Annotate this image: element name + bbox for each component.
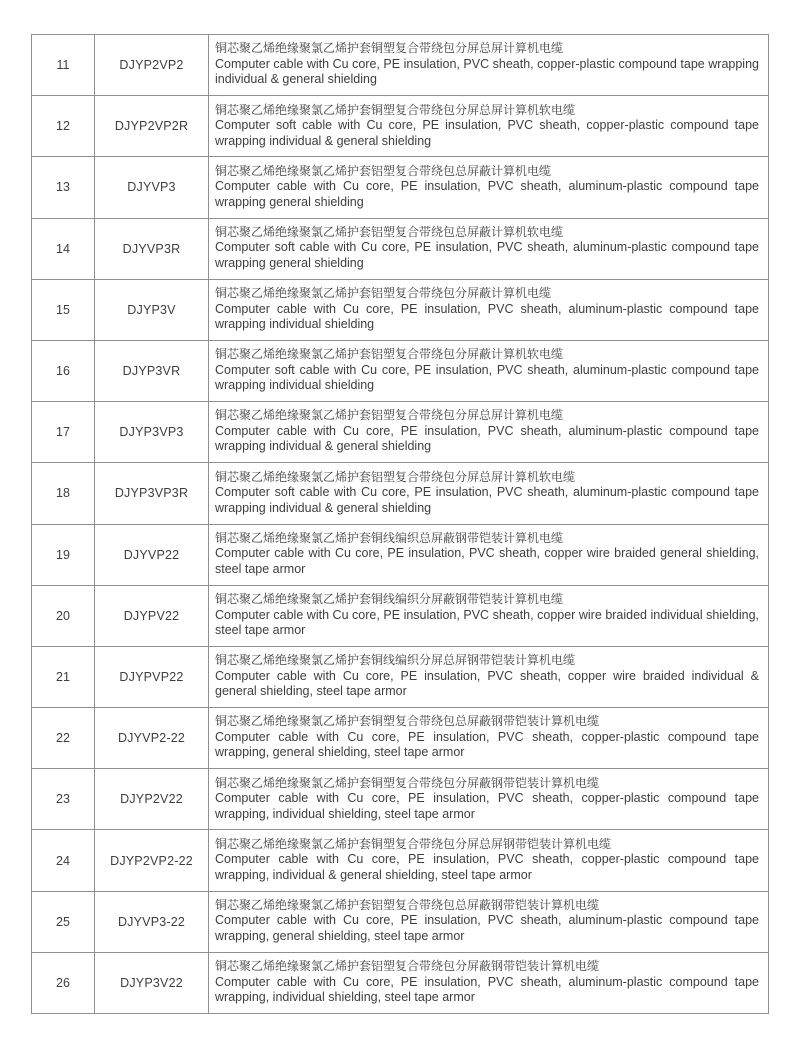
model-code: DJYP2V22 xyxy=(95,769,209,830)
description-english: Computer cable with Cu core, PE insulation, PVC sheath, aluminum-plastic compound tape wrapping general shielding xyxy=(215,179,759,209)
table-row xyxy=(32,279,769,340)
table-row xyxy=(32,952,769,1013)
description-chinese: 铜芯聚乙烯绝缘聚氯乙烯护套铝塑复合带绕包分屏蔽计算机软电缆 xyxy=(215,347,564,362)
row-number: 21 xyxy=(32,646,95,707)
description-cell xyxy=(209,35,769,96)
row-number: 26 xyxy=(32,952,95,1013)
row-number: 11 xyxy=(32,35,95,96)
description-english: Computer cable with Cu core, PE insulation, PVC sheath, aluminum-plastic compound tape wrapping individual shielding xyxy=(215,301,759,332)
model-code: DJYPV22 xyxy=(95,585,209,646)
table-row xyxy=(32,218,769,279)
description-cell xyxy=(209,463,769,524)
table-row xyxy=(32,708,769,769)
model-code: DJYP2VP2 xyxy=(95,35,209,96)
description-cell xyxy=(209,340,769,401)
model-code: DJYP3V xyxy=(95,279,209,340)
model-code: DJYP3V22 xyxy=(95,952,209,1013)
description-english: Computer soft cable with Cu core, PE insulation, PVC sheath, aluminum-plastic compound tape wrapping general shielding xyxy=(215,240,759,270)
row-number: 17 xyxy=(32,402,95,463)
cable-table-body xyxy=(32,35,769,1014)
description-chinese: 铜芯聚乙烯绝缘聚氯乙烯护套铜塑复合带绕包总屏蔽钢带铠装计算机电缆 xyxy=(215,714,600,729)
row-number: 24 xyxy=(32,830,95,891)
model-code: DJYP2VP2R xyxy=(95,96,209,157)
table-row xyxy=(32,340,769,401)
row-number: 12 xyxy=(32,96,95,157)
description-english: Computer cable with Cu core, PE insulation, PVC sheath, aluminum-plastic compound tape wrapping, general shielding, steel tape armor xyxy=(215,913,759,943)
description-chinese: 铜芯聚乙烯绝缘聚氯乙烯护套铜塑复合带绕包分屏总屏计算机电缆 xyxy=(215,41,564,56)
table-row xyxy=(32,157,769,218)
description-cell xyxy=(209,830,769,891)
description-chinese: 铜芯聚乙烯绝缘聚氯乙烯护套铝塑复合带绕包总屏蔽钢带铠装计算机电缆 xyxy=(215,897,600,912)
description-cell xyxy=(209,769,769,830)
table-row xyxy=(32,769,769,830)
description-cell xyxy=(209,891,769,952)
row-number: 19 xyxy=(32,524,95,585)
table-row xyxy=(32,891,769,952)
model-code: DJYVP3-22 xyxy=(95,891,209,952)
description-chinese: 铜芯聚乙烯绝缘聚氯乙烯护套铝塑复合带绕包分屏总屏计算机软电缆 xyxy=(215,469,576,484)
description-english: Computer cable with Cu core, PE insulation, PVC sheath, copper-plastic compound tape wrapping, general shielding, steel tape armor xyxy=(215,729,759,760)
description-english: Computer cable with Cu core, PE insulation, PVC sheath, copper-plastic compound tape wrapping individual & general shielding xyxy=(215,56,759,87)
row-number: 15 xyxy=(32,279,95,340)
table-row xyxy=(32,35,769,96)
description-chinese: 铜芯聚乙烯绝缘聚氯乙烯护套铜塑复合带绕包分屏总屏计算机软电缆 xyxy=(215,102,576,117)
row-number: 14 xyxy=(32,218,95,279)
description-english: Computer soft cable with Cu core, PE insulation, PVC sheath, aluminum-plastic compound tape wrapping individual & general shielding xyxy=(215,485,759,515)
description-english: Computer soft cable with Cu core, PE insulation, PVC sheath, aluminum-plastic compound tape wrapping individual shielding xyxy=(215,362,759,393)
table-row xyxy=(32,830,769,891)
description-cell xyxy=(209,646,769,707)
description-english: Computer cable with Cu core, PE insulation, PVC sheath, copper wire braided individual shielding, steel tape armor xyxy=(215,607,759,638)
cable-model-table xyxy=(31,34,769,1014)
table-row xyxy=(32,402,769,463)
description-cell xyxy=(209,524,769,585)
table-row xyxy=(32,524,769,585)
description-english: Computer soft cable with Cu core, PE insulation, PVC sheath, copper-plastic compound tape wrapping individual & general shielding xyxy=(215,118,759,148)
description-chinese: 铜芯聚乙烯绝缘聚氯乙烯护套铝塑复合带绕包总屏蔽计算机电缆 xyxy=(215,163,552,178)
description-english: Computer cable with Cu core, PE insulation, PVC sheath, aluminum-plastic compound tape wrapping individual & general shielding xyxy=(215,423,759,454)
description-english: Computer cable with Cu core, PE insulation, PVC sheath, copper-plastic compound tape wrapping, individual shielding, steel tape armor xyxy=(215,791,759,821)
model-code: DJYP3VP3 xyxy=(95,402,209,463)
model-code: DJYPVP22 xyxy=(95,646,209,707)
description-chinese: 铜芯聚乙烯绝缘聚氯乙烯护套铜塑复合带绕包分屏蔽钢带铠装计算机电缆 xyxy=(215,775,600,790)
model-code: DJYVP3 xyxy=(95,157,209,218)
description-cell xyxy=(209,952,769,1013)
description-chinese: 铜芯聚乙烯绝缘聚氯乙烯护套铝塑复合带绕包分屏蔽计算机电缆 xyxy=(215,286,552,301)
description-english: Computer cable with Cu core, PE insulation, PVC sheath, copper wire braided individual & general shielding, steel tape armor xyxy=(215,668,759,699)
description-cell xyxy=(209,708,769,769)
model-code: DJYVP3R xyxy=(95,218,209,279)
row-number: 23 xyxy=(32,769,95,830)
table-row xyxy=(32,585,769,646)
description-chinese: 铜芯聚乙烯绝缘聚氯乙烯护套铜线编织总屏蔽钢带铠装计算机电缆 xyxy=(215,530,564,545)
description-chinese: 铜芯聚乙烯绝缘聚氯乙烯护套铜线编织分屏总屏钢带铠装计算机电缆 xyxy=(215,653,576,668)
model-code: DJYVP22 xyxy=(95,524,209,585)
row-number: 20 xyxy=(32,585,95,646)
row-number: 13 xyxy=(32,157,95,218)
model-code: DJYP3VR xyxy=(95,340,209,401)
row-number: 18 xyxy=(32,463,95,524)
description-chinese: 铜芯聚乙烯绝缘聚氯乙烯护套铝塑复合带绕包分屏蔽钢带铠装计算机电缆 xyxy=(215,959,600,974)
description-english: Computer cable with Cu core, PE insulation, PVC sheath, aluminum-plastic compound tape wrapping, individual shielding, steel tape armor xyxy=(215,974,759,1005)
description-chinese: 铜芯聚乙烯绝缘聚氯乙烯护套铜线编织分屏蔽钢带铠装计算机电缆 xyxy=(215,592,564,607)
model-code: DJYVP2-22 xyxy=(95,708,209,769)
description-chinese: 铜芯聚乙烯绝缘聚氯乙烯护套铝塑复合带绕包总屏蔽计算机软电缆 xyxy=(215,224,564,239)
row-number: 16 xyxy=(32,340,95,401)
description-cell xyxy=(209,157,769,218)
table-row xyxy=(32,96,769,157)
description-chinese: 铜芯聚乙烯绝缘聚氯乙烯护套铜塑复合带绕包分屏总屏钢带铠装计算机电缆 xyxy=(215,836,612,851)
description-chinese: 铜芯聚乙烯绝缘聚氯乙烯护套铝塑复合带绕包分屏总屏计算机电缆 xyxy=(215,408,564,423)
description-cell xyxy=(209,218,769,279)
row-number: 25 xyxy=(32,891,95,952)
table-row xyxy=(32,646,769,707)
model-code: DJYP3VP3R xyxy=(95,463,209,524)
description-cell xyxy=(209,96,769,157)
table-row xyxy=(32,463,769,524)
description-cell xyxy=(209,402,769,463)
description-english: Computer cable with Cu core, PE insulation, PVC sheath, copper-plastic compound tape wrapping, individual & general shielding, steel tape armor xyxy=(215,852,759,882)
description-english: Computer cable with Cu core, PE insulation, PVC sheath, copper wire braided general shielding, steel tape armor xyxy=(215,546,759,576)
description-cell xyxy=(209,585,769,646)
model-code: DJYP2VP2-22 xyxy=(95,830,209,891)
description-cell xyxy=(209,279,769,340)
row-number: 22 xyxy=(32,708,95,769)
